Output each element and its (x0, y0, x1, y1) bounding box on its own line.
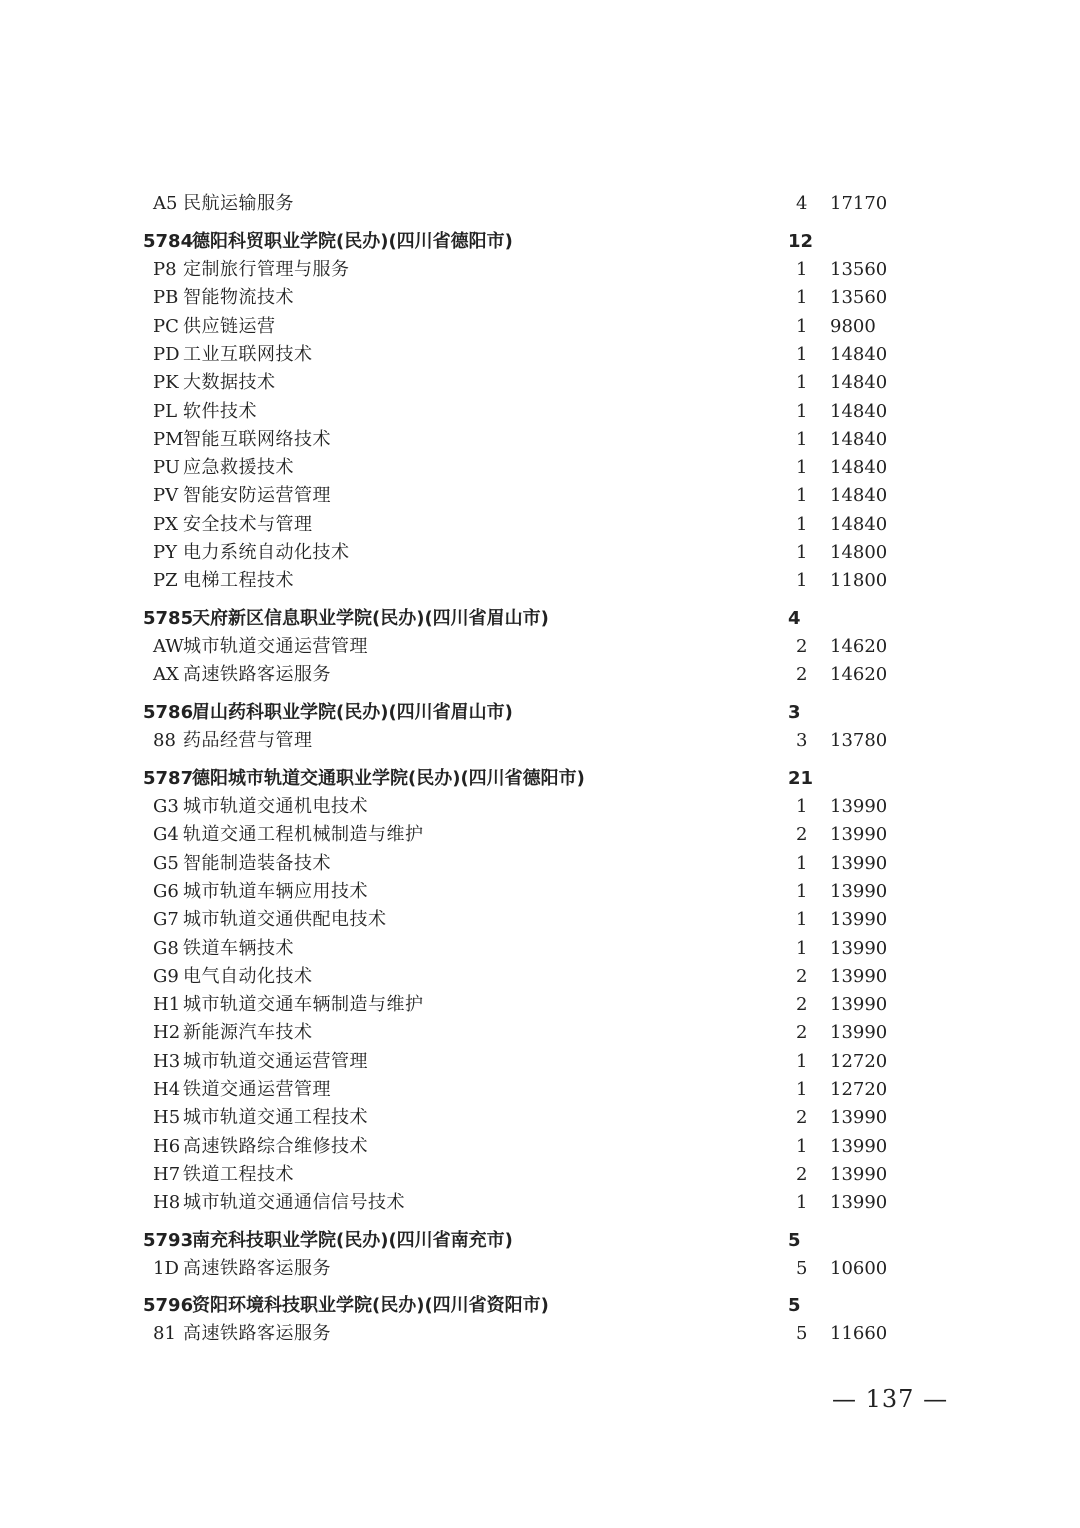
major-name: 铁道车辆技术 (183, 938, 294, 959)
school-name: 德阳科贸职业学院(民办)(四川省德阳市) (192, 231, 513, 252)
major-code: 1D (153, 1258, 179, 1279)
school-header-row (0, 765, 1080, 793)
school-header-row (0, 1227, 1080, 1255)
school-header-row (0, 228, 1080, 256)
major-code: PD (153, 344, 180, 365)
major-row (0, 454, 1080, 482)
major-tuition: 13990 (830, 796, 888, 817)
major-tuition: 13990 (830, 1164, 888, 1185)
major-name: 电气自动化技术 (183, 966, 313, 987)
school-total: 5 (788, 1230, 801, 1251)
major-code: H5 (153, 1107, 181, 1128)
major-tuition: 14840 (830, 457, 888, 478)
major-code: PZ (153, 570, 178, 591)
major-tuition: 14840 (830, 514, 888, 535)
school-name: 眉山药科职业学院(民办)(四川省眉山市) (192, 702, 513, 723)
school-header-row (0, 1292, 1080, 1320)
major-name: 城市轨道交通车辆制造与维护 (183, 994, 424, 1015)
major-enrollment: 1 (796, 570, 808, 591)
major-row (0, 1189, 1080, 1217)
page-number: — 137 — (832, 1385, 949, 1413)
major-enrollment: 1 (796, 259, 808, 280)
major-code: PX (153, 514, 178, 535)
major-tuition: 13780 (830, 730, 888, 751)
major-enrollment: 1 (796, 316, 808, 337)
major-row (0, 1076, 1080, 1104)
major-row (0, 1320, 1080, 1348)
major-code: PK (153, 372, 179, 393)
major-enrollment: 1 (796, 485, 808, 506)
major-tuition: 11800 (830, 570, 888, 591)
major-name: 城市轨道交通运营管理 (183, 1051, 368, 1072)
major-code: H6 (153, 1136, 181, 1157)
major-enrollment: 1 (796, 1051, 808, 1072)
school-code: 5787 (143, 768, 194, 789)
major-enrollment: 1 (796, 372, 808, 393)
major-code: G3 (153, 796, 179, 817)
major-enrollment: 1 (796, 881, 808, 902)
major-tuition: 13990 (830, 824, 888, 845)
major-tuition: 12720 (830, 1051, 888, 1072)
major-row (0, 1161, 1080, 1189)
major-name: 新能源汽车技术 (183, 1022, 313, 1043)
major-enrollment: 1 (796, 429, 808, 450)
major-name: 药品经营与管理 (183, 730, 313, 751)
major-name: 智能安防运营管理 (183, 485, 331, 506)
major-enrollment: 1 (796, 796, 808, 817)
major-name: 电力系统自动化技术 (183, 542, 350, 563)
major-code: G6 (153, 881, 179, 902)
major-tuition: 13990 (830, 853, 888, 874)
major-name: 铁道交通运营管理 (183, 1079, 331, 1100)
major-enrollment: 2 (796, 636, 808, 657)
major-tuition: 14840 (830, 485, 888, 506)
major-enrollment: 2 (796, 664, 808, 685)
major-enrollment: 2 (796, 966, 808, 987)
major-row (0, 850, 1080, 878)
major-code: G9 (153, 966, 179, 987)
major-tuition: 13990 (830, 881, 888, 902)
major-enrollment: 1 (796, 457, 808, 478)
major-enrollment: 1 (796, 1192, 808, 1213)
major-code: G8 (153, 938, 179, 959)
major-code: 81 (153, 1323, 176, 1344)
major-tuition: 14840 (830, 344, 888, 365)
major-row (0, 1133, 1080, 1161)
major-name: 高速铁路客运服务 (183, 1258, 331, 1279)
major-code: P8 (153, 259, 177, 280)
major-enrollment: 3 (796, 730, 808, 751)
school-total: 21 (788, 768, 814, 789)
major-tuition: 14620 (830, 664, 888, 685)
major-code: AW (153, 636, 184, 657)
major-code: H3 (153, 1051, 181, 1072)
major-name: 高速铁路客运服务 (183, 664, 331, 685)
major-name: 城市轨道交通供配电技术 (183, 909, 387, 930)
major-row (0, 1255, 1080, 1283)
major-name: 智能制造装备技术 (183, 853, 331, 874)
major-tuition: 14840 (830, 401, 888, 422)
major-name: 城市轨道交通机电技术 (183, 796, 368, 817)
major-row (0, 991, 1080, 1019)
major-row (0, 935, 1080, 963)
major-name: 城市轨道交通工程技术 (183, 1107, 368, 1128)
school-name: 资阳环境科技职业学院(民办)(四川省资阳市) (192, 1295, 549, 1316)
major-enrollment: 1 (796, 287, 808, 308)
major-tuition: 13990 (830, 1107, 888, 1128)
major-tuition: 14840 (830, 372, 888, 393)
major-row (0, 878, 1080, 906)
school-code: 5784 (143, 231, 194, 252)
major-name: 应急救援技术 (183, 457, 294, 478)
major-name: 高速铁路综合维修技术 (183, 1136, 368, 1157)
major-name: 城市轨道交通运营管理 (183, 636, 368, 657)
major-row (0, 511, 1080, 539)
major-tuition: 13990 (830, 909, 888, 930)
major-row (0, 284, 1080, 312)
major-enrollment: 5 (796, 1323, 808, 1344)
major-enrollment: 2 (796, 824, 808, 845)
major-row (0, 567, 1080, 595)
major-row (0, 369, 1080, 397)
major-name: 城市轨道车辆应用技术 (183, 881, 368, 902)
major-code: H2 (153, 1022, 181, 1043)
school-code: 5793 (143, 1230, 194, 1251)
major-row (0, 963, 1080, 991)
major-enrollment: 1 (796, 542, 808, 563)
major-tuition: 13990 (830, 938, 888, 959)
major-tuition: 14800 (830, 542, 888, 563)
school-total: 5 (788, 1295, 801, 1316)
major-enrollment: 1 (796, 401, 808, 422)
major-name: 大数据技术 (183, 372, 276, 393)
major-enrollment: 5 (796, 1258, 808, 1279)
school-total: 4 (788, 608, 801, 629)
school-code: 5785 (143, 608, 194, 629)
school-name: 天府新区信息职业学院(民办)(四川省眉山市) (192, 608, 549, 629)
school-name: 南充科技职业学院(民办)(四川省南充市) (192, 1230, 513, 1251)
major-enrollment: 1 (796, 938, 808, 959)
major-row (0, 482, 1080, 510)
major-row (0, 426, 1080, 454)
major-enrollment: 4 (796, 193, 808, 214)
major-code: AX (153, 664, 179, 685)
major-name: 智能互联网络技术 (183, 429, 331, 450)
major-row (0, 313, 1080, 341)
major-code: PL (153, 401, 178, 422)
major-row (0, 727, 1080, 755)
major-tuition: 10600 (830, 1258, 888, 1279)
major-enrollment: 1 (796, 853, 808, 874)
major-name: 民航运输服务 (183, 193, 294, 214)
major-name: 安全技术与管理 (183, 514, 313, 535)
major-tuition: 13990 (830, 966, 888, 987)
major-name: 供应链运营 (183, 316, 276, 337)
major-tuition: 12720 (830, 1079, 888, 1100)
major-code: PB (153, 287, 179, 308)
major-code: H1 (153, 994, 181, 1015)
school-code: 5786 (143, 702, 194, 723)
major-row (0, 539, 1080, 567)
major-enrollment: 1 (796, 1079, 808, 1100)
major-tuition: 13560 (830, 259, 888, 280)
school-header-row (0, 605, 1080, 633)
major-code: G4 (153, 824, 179, 845)
major-enrollment: 2 (796, 1022, 808, 1043)
major-tuition: 13990 (830, 1136, 888, 1157)
major-tuition: 11660 (830, 1323, 888, 1344)
major-row (0, 398, 1080, 426)
major-name: 电梯工程技术 (183, 570, 294, 591)
major-row (0, 821, 1080, 849)
major-name: 城市轨道交通通信信号技术 (183, 1192, 405, 1213)
major-tuition: 9800 (830, 316, 876, 337)
school-name: 德阳城市轨道交通职业学院(民办)(四川省德阳市) (192, 768, 585, 789)
major-name: 定制旅行管理与服务 (183, 259, 350, 280)
major-enrollment: 2 (796, 994, 808, 1015)
major-tuition: 17170 (830, 193, 888, 214)
major-tuition: 14840 (830, 429, 888, 450)
major-name: 铁道工程技术 (183, 1164, 294, 1185)
major-code: PC (153, 316, 179, 337)
school-total: 12 (788, 231, 814, 252)
major-enrollment: 1 (796, 1136, 808, 1157)
major-row (0, 633, 1080, 661)
school-total: 3 (788, 702, 801, 723)
major-row (0, 1104, 1080, 1132)
major-enrollment: 1 (796, 344, 808, 365)
major-code: 88 (153, 730, 176, 751)
major-row (0, 1019, 1080, 1047)
major-code: A5 (153, 193, 178, 214)
major-code: PY (153, 542, 177, 563)
major-enrollment: 1 (796, 514, 808, 535)
major-name: 软件技术 (183, 401, 257, 422)
major-name: 高速铁路客运服务 (183, 1323, 331, 1344)
major-code: G5 (153, 853, 179, 874)
major-code: G7 (153, 909, 179, 930)
school-header-row (0, 699, 1080, 727)
major-row (0, 793, 1080, 821)
major-name: 工业互联网技术 (183, 344, 313, 365)
major-code: H4 (153, 1079, 181, 1100)
major-code: H7 (153, 1164, 181, 1185)
major-enrollment: 2 (796, 1164, 808, 1185)
major-enrollment: 1 (796, 909, 808, 930)
major-code: PM (153, 429, 184, 450)
major-tuition: 13990 (830, 1022, 888, 1043)
major-row (0, 341, 1080, 369)
major-tuition: 13990 (830, 1192, 888, 1213)
major-row (0, 1048, 1080, 1076)
major-name: 智能物流技术 (183, 287, 294, 308)
major-tuition: 13560 (830, 287, 888, 308)
major-row (0, 906, 1080, 934)
major-code: PU (153, 457, 180, 478)
major-row (0, 661, 1080, 689)
major-row (0, 256, 1080, 284)
major-tuition: 14620 (830, 636, 888, 657)
school-code: 5796 (143, 1295, 194, 1316)
major-code: PV (153, 485, 179, 506)
major-name: 轨道交通工程机械制造与维护 (183, 824, 424, 845)
major-row (0, 190, 1080, 218)
major-enrollment: 2 (796, 1107, 808, 1128)
major-tuition: 13990 (830, 994, 888, 1015)
major-code: H8 (153, 1192, 181, 1213)
